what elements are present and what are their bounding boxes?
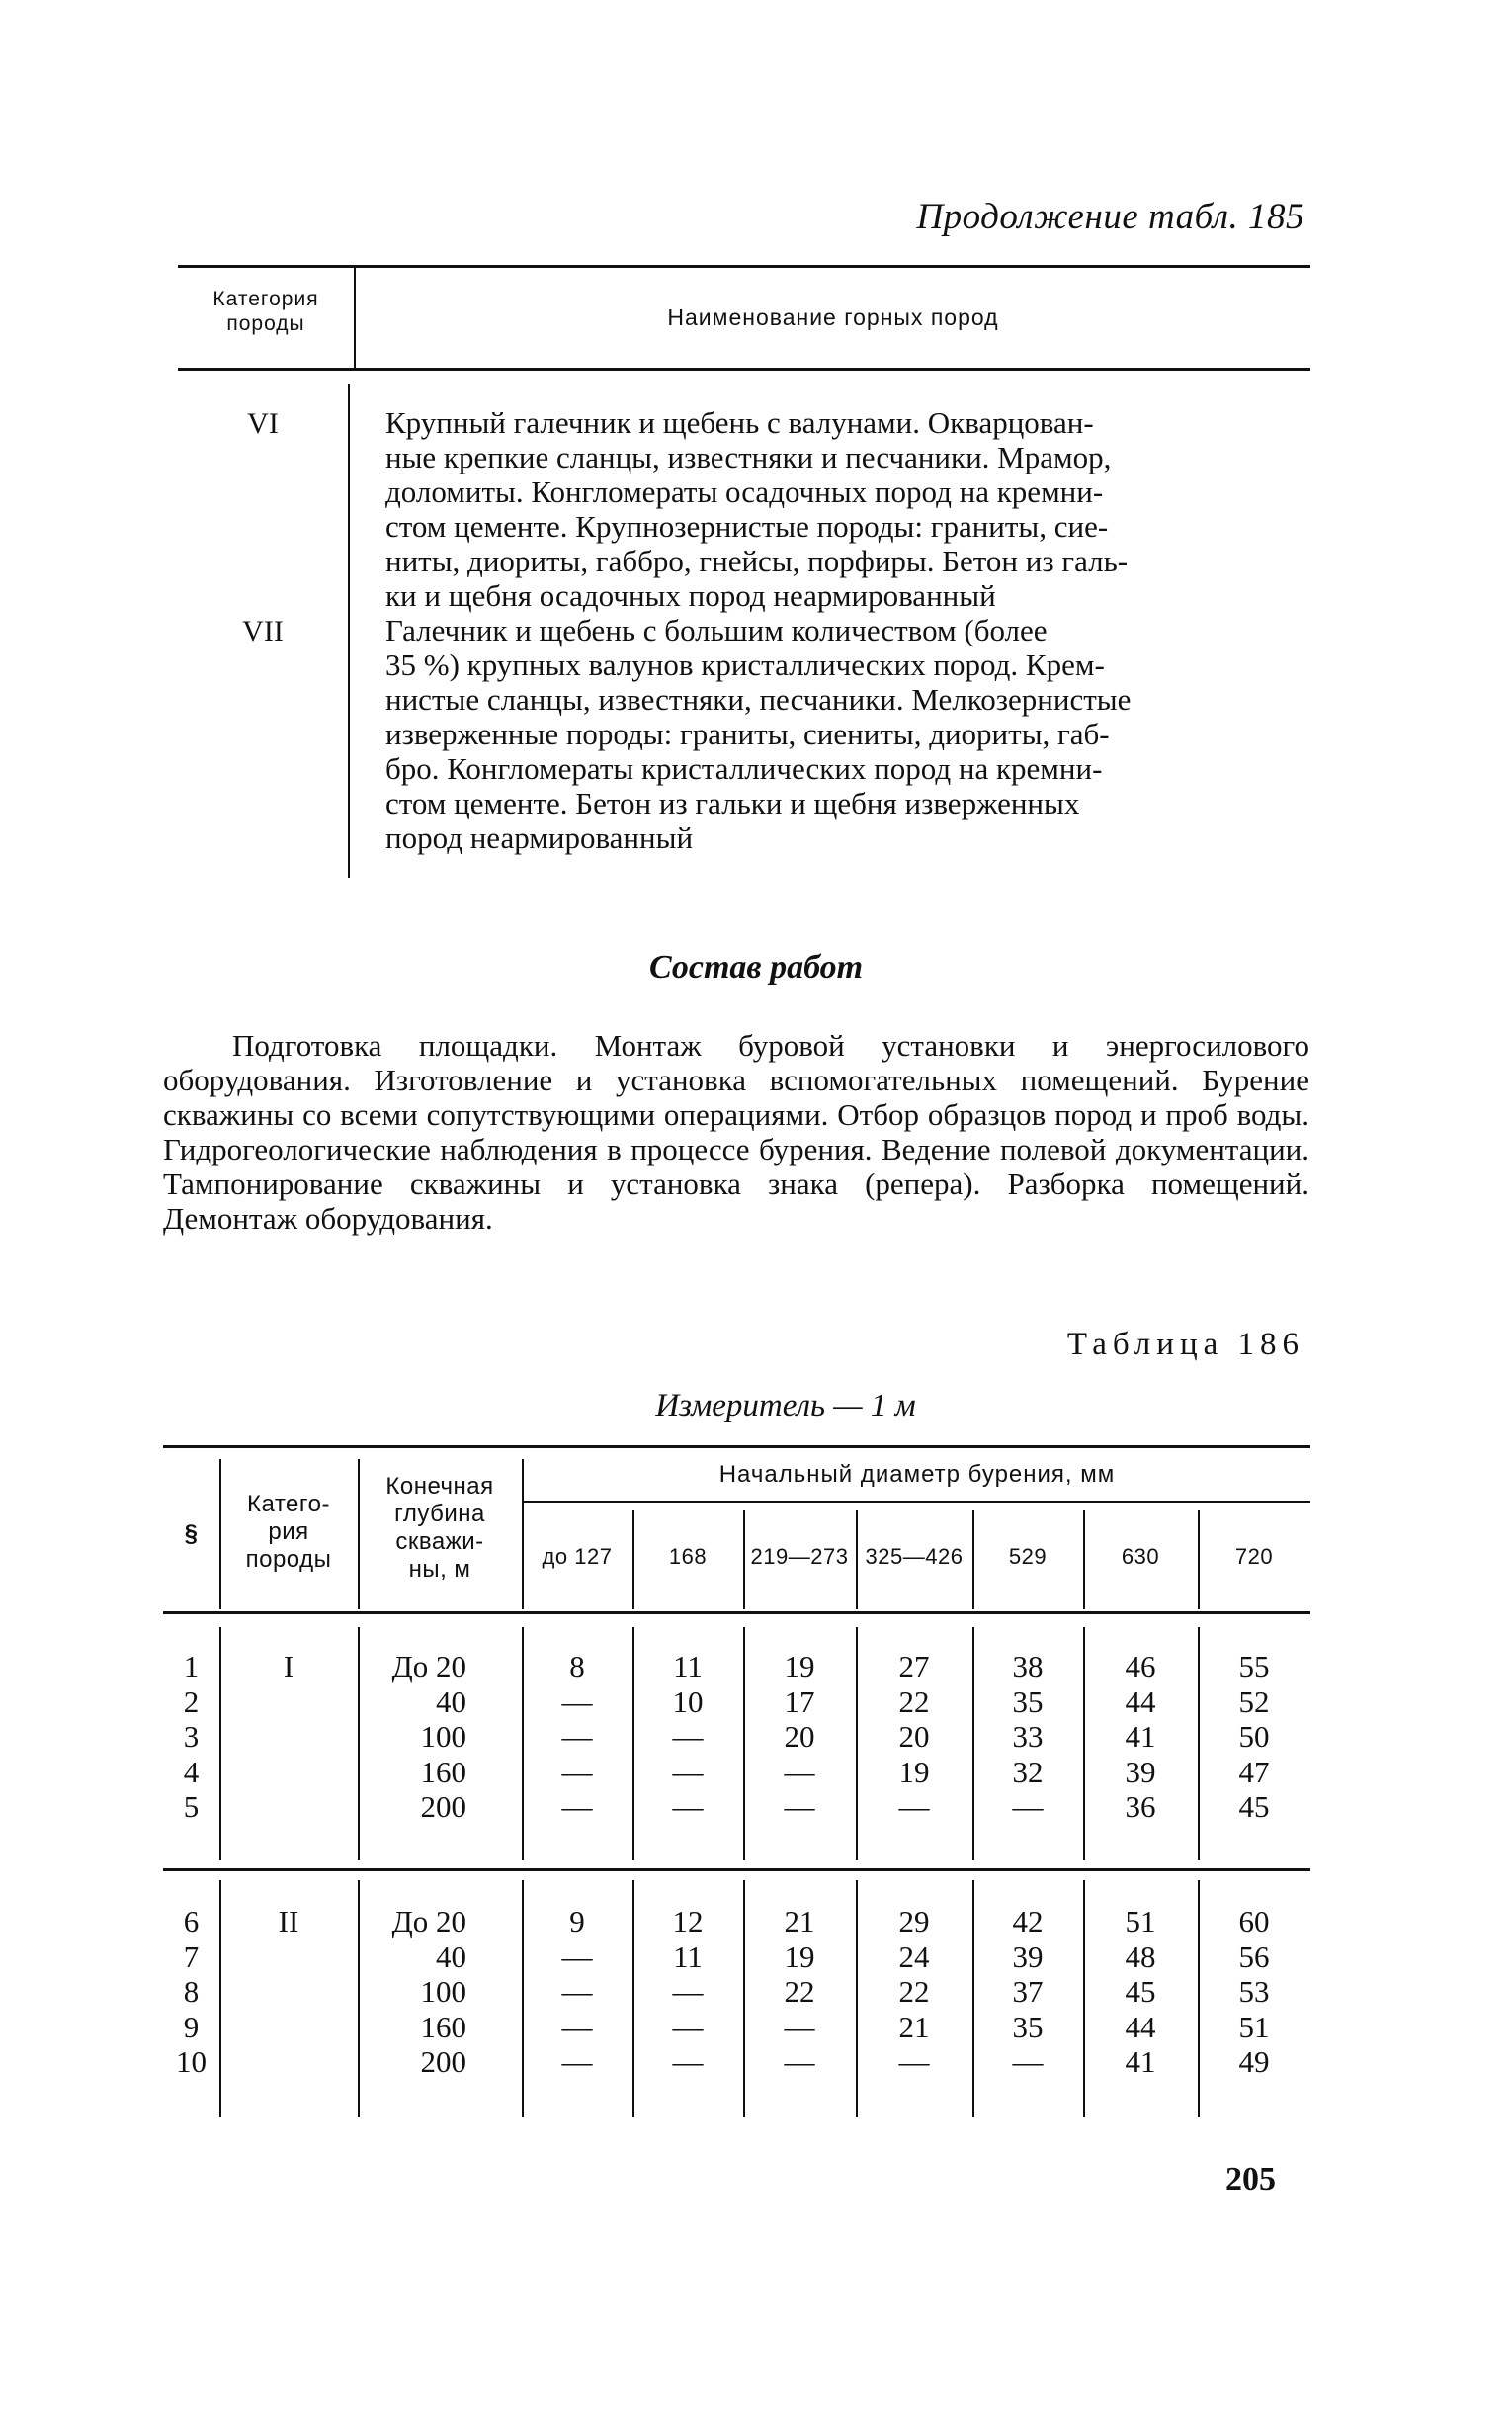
- table186-value-cell: —: [672, 1719, 704, 1754]
- table186-header-diameter: 219—273: [750, 1544, 849, 1569]
- table186-value-cell: 21: [898, 2009, 930, 2044]
- table186-value-cell: —: [784, 1789, 815, 1824]
- table186-value-column: [743, 1904, 856, 2080]
- table186-value-cell: 35: [1012, 2009, 1044, 2044]
- table186-header-category: Катего- рия породы: [245, 1491, 332, 1573]
- table186-value-column: [743, 1649, 856, 1825]
- table186-header-diameter: 529: [1008, 1544, 1048, 1569]
- table186-value-cell: —: [784, 2044, 815, 2079]
- table185-body-divider: [348, 384, 350, 878]
- table185-row-description: Крупный галечник и щебень с валунами. Окварцован- ные крепкие сланцы, известняки и песчаники. Мрамор, доломиты. Конгломераты осадочных пород на кремни- стом цементе. Крупнозернистые породы: граниты, сие- ниты, диориты, габбро, гнейсы, порфиры. Бетон из галь- ки и щебня осадочных пород неармированный: [385, 405, 1129, 613]
- table186-value-cell: —: [561, 1754, 593, 1789]
- table186-value-cell: 32: [1012, 1754, 1044, 1789]
- table186-value-cell: 47: [1238, 1754, 1270, 1789]
- table186-value-cell: 60: [1238, 1904, 1270, 1938]
- table186-header-rule: [163, 1611, 1310, 1614]
- table186-value-cell: 29: [898, 1904, 930, 1938]
- table186-value-column: [632, 1649, 743, 1825]
- table186-value-cell: 33: [1012, 1719, 1044, 1754]
- table186-value-cell: —: [1012, 1789, 1044, 1824]
- table185-header-category: Категория породы: [212, 288, 319, 335]
- table186-value-cell: 44: [1125, 1683, 1156, 1719]
- table186-value-cell: 22: [898, 1683, 930, 1719]
- table186-body-divider: [358, 1880, 360, 2117]
- table186-value-cell: —: [561, 1683, 593, 1719]
- table186-value-column: [972, 1904, 1083, 2080]
- table186-measure: Измеритель — 1 м: [655, 1388, 916, 1423]
- table186-value-column: [632, 1904, 743, 2080]
- table186-value-cell: 10: [672, 1683, 704, 1719]
- table186-value-cell: —: [784, 2009, 815, 2044]
- table186-value-column: [856, 1649, 972, 1825]
- table186-section-numbers: 6 7 8 9 10: [176, 1904, 207, 2079]
- table186-value-cell: 11: [673, 1938, 703, 1974]
- table186-body-divider: [358, 1627, 360, 1860]
- table186-value-column: [1083, 1649, 1198, 1825]
- table186-value-cell: 19: [784, 1938, 815, 1974]
- table186-value-cell: 50: [1238, 1719, 1270, 1754]
- table185-top-rule: [178, 265, 1310, 268]
- table186-value-cell: 22: [898, 1974, 930, 2009]
- table186-header-diameter: 325—426: [865, 1544, 964, 1569]
- table186-value-cell: 9: [569, 1904, 585, 1938]
- table186-value-cell: 24: [898, 1938, 930, 1974]
- table186-header-diameter: 720: [1234, 1544, 1274, 1569]
- table186-value-cell: —: [672, 2009, 704, 2044]
- section-title: Состав работ: [648, 949, 864, 986]
- table186-value-cell: 38: [1012, 1649, 1044, 1683]
- table186-category: I: [283, 1649, 294, 1683]
- table186-value-cell: —: [672, 1754, 704, 1789]
- table186-header-diameter: 168: [668, 1544, 708, 1569]
- table186-value-cell: 52: [1238, 1683, 1270, 1719]
- table186-value-column: [972, 1649, 1083, 1825]
- table186-header-depth: Конечная глубина скважи- ны, м: [385, 1473, 494, 1583]
- table186-value-cell: —: [561, 2009, 593, 2044]
- table186-value-cell: —: [898, 1789, 930, 1824]
- table186-group-rule: [163, 1868, 1310, 1871]
- table186-value-cell: —: [672, 1789, 704, 1824]
- table186-value-cell: 35: [1012, 1683, 1044, 1719]
- table186-value-cell: —: [672, 2044, 704, 2079]
- continuation-title: Продолжение табл. 185: [916, 197, 1304, 237]
- table186-value-column: [1198, 1649, 1310, 1825]
- table186-value-cell: 17: [784, 1683, 815, 1719]
- table186-value-column: [522, 1904, 632, 2080]
- table186-value-cell: —: [561, 1719, 593, 1754]
- table186-category: II: [278, 1904, 299, 1938]
- table186-value-cell: 49: [1238, 2044, 1270, 2079]
- table186-value-cell: 41: [1125, 2044, 1156, 2079]
- table185-header-rule: [178, 368, 1310, 371]
- table186-value-cell: 36: [1125, 1789, 1156, 1824]
- table186-value-cell: 46: [1125, 1649, 1156, 1683]
- table186-value-cell: —: [898, 2044, 930, 2079]
- table186-value-cell: —: [784, 1754, 815, 1789]
- table186-depths: До 20 40 100 160 200: [391, 1649, 466, 1824]
- table186-value-cell: 48: [1125, 1938, 1156, 1974]
- table186-depths: До 20 40 100 160 200: [391, 1904, 466, 2079]
- table186-value-cell: —: [561, 1789, 593, 1824]
- table186-value-cell: 20: [784, 1719, 815, 1754]
- table186-value-cell: 51: [1125, 1904, 1156, 1938]
- table186-value-cell: 55: [1238, 1649, 1270, 1683]
- table186-top-rule: [163, 1445, 1310, 1448]
- table186-label: Таблица 186: [1066, 1327, 1304, 1362]
- table186-diameter-rule: [524, 1501, 1310, 1503]
- table186-value-cell: 21: [784, 1904, 815, 1938]
- table186-value-column: [522, 1649, 632, 1825]
- table186-value-cell: 41: [1125, 1719, 1156, 1754]
- table186-value-cell: 44: [1125, 2009, 1156, 2044]
- table186-value-cell: 19: [898, 1754, 930, 1789]
- table186-value-cell: 22: [784, 1974, 815, 2009]
- table186-value-column: [1198, 1904, 1310, 2080]
- table186-value-cell: 37: [1012, 1974, 1044, 2009]
- table186-value-cell: 39: [1125, 1754, 1156, 1789]
- page-number: 205: [1225, 2161, 1276, 2197]
- section-body: Подготовка площадки. Монтаж буровой установки и энергосилового оборудования. Изготовление и установка вспомогательных помещений. Бурение скважины со всеми сопутствующими операциями. Отбор образцов пород и проб воды. Гидрогеологические наблюдения в процессе бурения. Ведение полевой документации. Тампонирование скважины и установка знака (репера). Разборка помещений. Демонтаж оборудования.: [163, 1028, 1309, 1236]
- table185-row-description: Галечник и щебень с большим количеством (более 35 %) крупных валунов кристаллических пород. Крем- нистые сланцы, известняки, песчаники. Мелкозернистые изверженные породы: граниты, сиениты, диориты, габ- бро. Конгломераты кристаллических пород на кремни- стом цементе. Бетон из гальки и щебня изверженных пород неармированный: [385, 613, 1132, 855]
- table186-value-cell: —: [1012, 2044, 1044, 2079]
- table186-header-section: §: [184, 1520, 199, 1547]
- table185-header-name: Наименование горных пород: [667, 304, 999, 330]
- table186-value-cell: 12: [672, 1904, 704, 1938]
- table186-header-diameter: 630: [1121, 1544, 1160, 1569]
- table186-value-cell: 53: [1238, 1974, 1270, 2009]
- table186-value-column: [1083, 1904, 1198, 2080]
- table185-row-category: VI: [247, 407, 279, 440]
- table186-value-cell: 56: [1238, 1938, 1270, 1974]
- table186-value-cell: 51: [1238, 2009, 1270, 2044]
- table185-row-category: VII: [242, 615, 284, 647]
- table186-value-cell: 45: [1125, 1974, 1156, 2009]
- table186-value-cell: 42: [1012, 1904, 1044, 1938]
- table186-value-cell: —: [672, 1974, 704, 2009]
- table186-value-cell: —: [561, 1974, 593, 2009]
- table186-value-cell: 19: [784, 1649, 815, 1683]
- table186-value-cell: 27: [898, 1649, 930, 1683]
- table186-value-column: [856, 1904, 972, 2080]
- table186-value-cell: 20: [898, 1719, 930, 1754]
- table186-value-cell: —: [561, 1938, 593, 1974]
- table186-value-cell: 11: [673, 1649, 703, 1683]
- table186-value-cell: —: [561, 2044, 593, 2079]
- table186-section-numbers: 1 2 3 4 5: [183, 1649, 200, 1824]
- table186-value-cell: 39: [1012, 1938, 1044, 1974]
- table186-value-cell: 45: [1238, 1789, 1270, 1824]
- table186-header-diameter-group: Начальный диаметр бурения, мм: [718, 1461, 1116, 1488]
- table186-header-diameter: до 127: [542, 1544, 613, 1569]
- table186-value-cell: 8: [569, 1649, 585, 1683]
